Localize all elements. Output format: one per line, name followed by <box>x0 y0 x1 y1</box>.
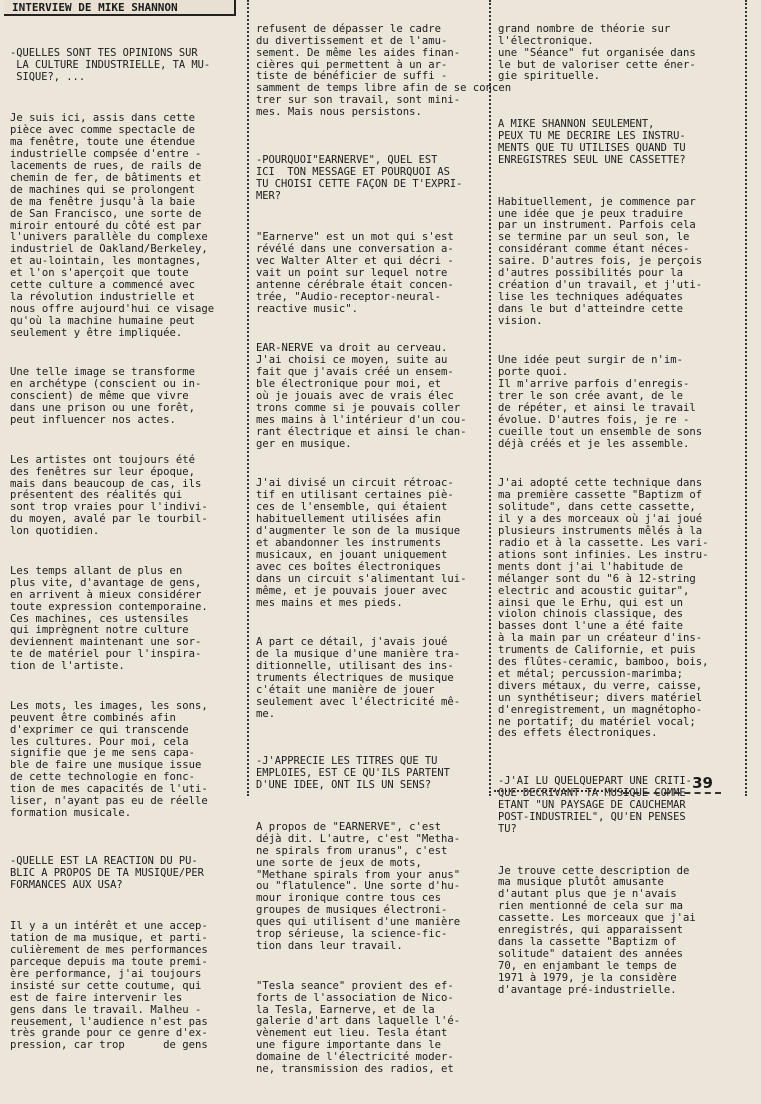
text-column-1 <box>10 20 242 1052</box>
answer-paragraph: Habituellement, je commence par une idée que je peux traduire par un instrument. Parfois cela se termine par un seul son, le considérant comme étant néces- saire. D'autres fois, je perçois d'autres possibilités pour la création d'un travail, et j'uti- lise les techniques adéquates dans le but d'atteindre cette vision. <box>498 195 703 327</box>
answer-paragraph: A propos de "EARNERVE", c'est déjà dit. L'autre, c'est "Metha- ne spirals from uranus", c'est une sorte de jeux de mots, "Methane spirals from your anus" ou "flatulence". Une sorte d'hu- mour ironique contre tous ces groupes de musiques électroni- ques qui utilisent d'une manière trop sérieuse, la science-fic- tion dans leur travail. <box>256 820 461 952</box>
footer-dotted-rule <box>494 790 631 792</box>
interview-question: -J'AI LU QUELQUEPART UNE CRITI- QUE DECRIVANT TA MUSIQUE COMME ETANT "UN PAYSAGE DE CAUCHEMAR POST-INDUSTRIEL", QU'EN PENSES TU? <box>498 775 692 835</box>
answer-paragraph: Les temps allant de plus en plus vite, d'avantage de gens, en arrivent à mieux considérer toute expression contemporaine. Ces machines, ces ustensiles qui imprègnent notre culture deviennent maintenant une sor- te de matériel pour l'inspira- tion de l'artiste. <box>10 564 208 673</box>
answer-paragraph: J'ai divisé un circuit rétroac- tif en utilisant certaines piè- ces de l'ensemble, qui étaient habituellement utilisées afin d'augmenter le son de la musique et abandonner les instruments musicaux, en jouant uniquement avec ces boîtes électroniques dans un circuit s'alimentant lui- même, et je pouvais jouer avec mes mains et mes pieds. <box>256 477 467 609</box>
page-number: 39 <box>623 774 721 794</box>
interview-question: A MIKE SHANNON SEULEMENT, PEUX TU ME DECRIRE LES INSTRU- MENTS QUE TU UTILISES QUAND TU ENREGISTRES SEUL UNE CASSETTE? <box>498 118 686 166</box>
answer-paragraph: Une telle image se transforme en archétype (conscient ou in- conscient) de même que vivre dans une prison ou une forêt, peut influencer nos actes. <box>10 366 202 426</box>
column-divider-right <box>489 0 491 796</box>
answer-paragraph: "Earnerve" est un mot qui s'est révélé dans une conversation a- vec Walter Alter et qui décri - vait un point sur lequel notre antenne cérébrale était concen- trée, "Audio-receptor-neural- reactive music". <box>256 231 454 315</box>
interview-question: -QUELLE EST LA REACTION DU PU- BLIC A PROPOS DE TA MUSIQUE/PER FORMANCES AUX USA? <box>10 854 204 891</box>
answer-paragraph: Une idée peut surgir de n'im- porte quoi. Il m'arrive parfois d'enregis- trer le son crée avant, de le de répéter, et ainsi le travail évolue. D'autres fois, je re - cueille tout un ensemble de sons déjà créés et je les assemble. <box>498 354 703 450</box>
text-column-2 <box>256 0 512 1076</box>
answer-paragraph: Je suis ici, assis dans cette pièce avec comme spectacle de ma fenêtre, toute une étendue industrielle compsée d'entre - lacements de rues, de rails de chemin de fer, de bâtiments et de machines qui se prolongent de ma fenêtre jusqu'à la baie de San Francisco, une sorte de miroir entouré du côté est par l'univers parallèle du complexe industriel de Oakland/Berkeley, et au-lointain, les montagnes, et l'on s'aperçoit que toute cette culture a commencé avec la révolution industrielle et nous offre aujourd'hui ce visage qu'où la machine humaine peut seulement y être impliquée. <box>10 112 215 339</box>
answer-paragraph: Je trouve cette description de ma musique plutôt amusante d'autant plus que je n'avais rien mentionné de cela sur ma cassette. Les morceaux que j'ai enregistrés, qui apparaissent dans la cassette "Baptizm of solitude" dataient des années 70, en enjambant le temps de 1971 à 1979, je la considère d'avantage pré-industrielle. <box>498 864 696 996</box>
answer-paragraph: refusent de dépasser le cadre du divertissement et de l'amu- sement. De même les aides finan- cières qui permettent à un ar- tiste de bénéficier de suffi - samment de temps libre afin de se concen trer sur son travail, sont mini- mes. Mais nous persistons. <box>256 22 512 119</box>
answer-paragraph: Il y a un intérêt et une accep- tation de ma musique, et parti- culièrement de mes performances parceque depuis ma toute premi- ère performance, j'ai toujours insisté sur cette coutume, qui est de faire intervenir les gens dans le travail. Malheu - reusement, l'audience n'est pas très grande pour ce genre d'ex- pression, car trop de gens <box>10 920 208 1052</box>
section-header: INTERVIEW DE MIKE SHANNON <box>4 0 236 16</box>
answer-paragraph: J'ai adopté cette technique dans ma première cassette "Baptizm of solitude", dans cette cassette, il y a des morceaux où j'ai joué plusieurs instruments mêlés à la radio et à la cassette. Les vari- ations sont infinies. Les instru- ments dont j'ai l'habitude de mélanger sont du "6 à 12-string electric and acoustic guitar", ainsi que le Erhu, qui est un violon chinois classique, des basses dont l'une a été faite à la main par un créateur d'ins- truments de Californie, et puis des flûtes-ceramic, bamboo, bois, et métal; percussion-marimba; divers métaux, du verre, caisse, un synthétiseur; divers matériel d'enregistrement, un magnétopho- ne portatif; du matériel vocal; des effets électroniques. <box>498 477 709 740</box>
page-edge-rule <box>745 0 747 796</box>
answer-paragraph: A part ce détail, j'avais joué de la musique d'une manière tra- ditionnelle, utilisant des ins- truments électriques de musique c'était une manière de jouer seulement avec l'électricité mê- me. <box>256 636 461 720</box>
answer-paragraph: Les mots, les images, les sons, peuvent être combinés afin d'exprimer ce qui transcende les cultures. Pour moi, cela signifie que je me sens capa- ble de faire une musique issue de cette technologie en fonc- tion de mes capacités de l'uti- liser, n'ayant pas eu de réelle formation musicale. <box>10 699 208 819</box>
answer-paragraph: EAR-NERVE va droit au cerveau. J'ai choisi ce moyen, suite au fait que j'avais créé un ensem- ble électronique pour moi, et où je jouais avec de vrais élec trons comme si je pouvais coller mes mains à l'intérieur d'un cou- rant électrique et ainsi le chan- ger en musique. <box>256 342 467 450</box>
interview-question: -J'APPRECIE LES TITRES QUE TU EMPLOIES, EST CE QU'ILS PARTENT D'UNE IDEE, ONT ILS UN SENS? <box>256 755 450 792</box>
answer-paragraph: Les artistes ont toujours été des fenêtres sur leur époque, mais dans beaucoup de cas, ils présentent des réalités qui sont trop vraies pour l'indivi- du moyen, avalé par le tourbil- lon quotidien. <box>10 453 208 538</box>
interview-question: -POURQUOI"EARNERVE", QUEL EST ICI TON MESSAGE ET POURQUOI AS TU CHOISI CETTE FAÇON DE T'EXPRI- MER? <box>256 153 463 202</box>
answer-paragraph: grand nombre de théorie sur l'électronique. une "Séance" fut organisée dans le but de valoriser cette éner- gie spirituelle. <box>498 22 696 83</box>
text-column-3 <box>498 0 738 996</box>
column-divider-left <box>247 0 249 796</box>
answer-paragraph: "Tesla seance" provient des ef- forts de l'association de Nico- la Tesla, Earnerve, et de la galerie d'art dans laquelle l'é- vènement eut lieu. Tesla étant une figure importante dans le domaine de l'électricité moder- ne, transmission des radios, et <box>256 979 461 1076</box>
interview-question: -QUELLES SONT TES OPINIONS SUR LA CULTURE INDUSTRIELLE, TA MU- SIQUE?, ... <box>10 46 211 83</box>
